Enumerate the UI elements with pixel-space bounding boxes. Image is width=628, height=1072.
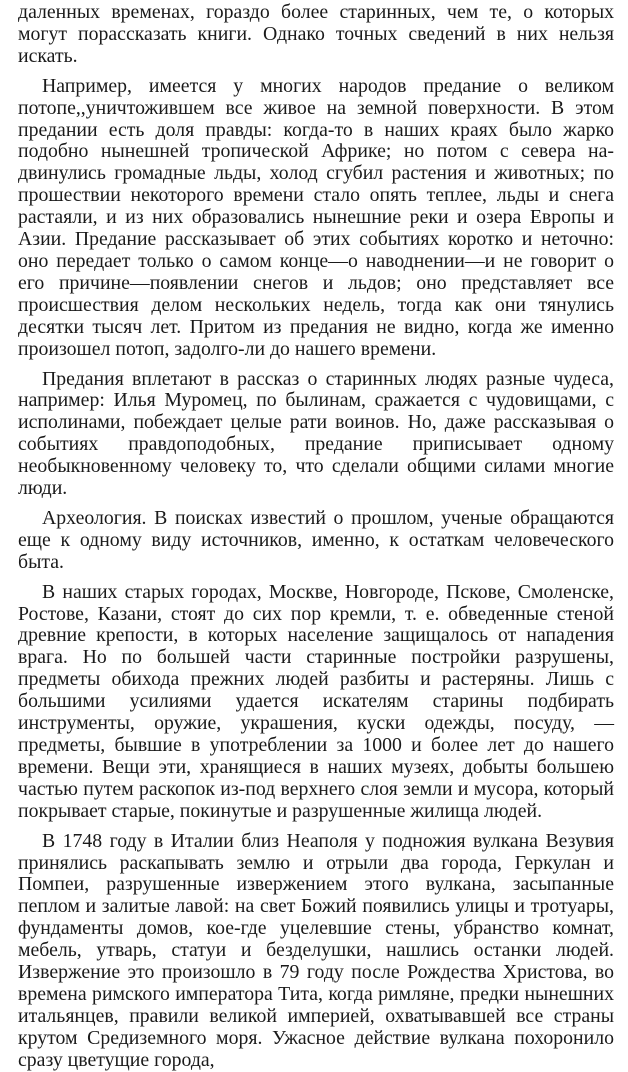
paragraph-vesuvius: В 1748 году в Италии близ Неаполя у подножия вулкана Везувия принялись раскапывать землю и отрыли два города, Геркулан и Помпеи, разрушенные извержением этого вулкана, засыпанные пеплом и залитые лавой: на свет Божий появились улицы и тротуары, фундаменты домов, кое-где уцелевшие стены, убранство комнат, мебель, утварь, статуи и безделушки, нашлись останки людей. Извержение это произошло в 79 году после Рождества Христова, во времена римского императора Тита, когда римляне, предки нынешних итальянцев, правили великой империей, охватывавшей все страны крутом Средиземного моря. Ужасное действие вулкана похоронило сразу цветущие города, — [18, 829, 614, 1071]
paragraph-old-cities: В наших старых городах, Москве, Новгороде, Пскове, Смоленске, Ростове, Казани, стоят до сих пор кремли, т. е. обведенные стеной древние крепости, в которых население защищалось от нападения врага. Но по большей части старинные постройки разрушены, предметы обихода прежних людей разбиты и растеряны. Лишь с большими усилиями удается искателям старины подбирать инструменты, оружие, украшения, куски одежды, посуду, — предметы, бывшие в употреблении за 1000 и более лет до нашего времени. Вещи эти, хранящиеся в наших музеях, добыты большею частью путем раскопок из-под верхнего слоя земли и мусора, который покрывает старые, покинутые и разрушенные жилища людей. — [18, 580, 614, 822]
paragraph-archaeology: Археология. В поисках известий о прошлом, ученые обращаются еще к одному виду источников, именно, к остаткам человеческого быта. — [18, 506, 614, 573]
paragraph-legend-miracles: Предания вплетают в рассказ о старинных людях разные чудеса, например: Илья Муромец, по былинам, сражается с чудовищами, с исполинами, побеждает целые рати воинов. Но, даже рассказывая о событиях правдоподобных, предание приписывает одному необыкновенному человеку то, что сделали общими силами многие люди. — [18, 367, 614, 500]
paragraph-flood-legend: Например, имеется у многих народов предание о великом потопе,,уничтожившем все живое на земной поверхности. В этом предании есть доля правды: когда-то в наших краях было жарко подобно нынешней тропической Африке; но потом с севера надвинулись громадные льды, холод сгубил растения и животных; по прошествии некоторого времени стало опять теплее, льды и снега растаяли, и из них образовались нынешние реки и озера Европы и Азии. Предание рассказывает об этих событиях коротко и неточно: оно передает только о самом конце—о наводнении—и не говорит о его причине—появлении снегов и льдов; оно представляет все происшествия делом нескольких недель, тогда как они тянулись десятки тысяч лет. Притом из предания не видно, когда же именно произошел потоп, задолго-ли до нашего времени. — [18, 74, 614, 360]
paragraph-continuation: даленных временах, гораздо более старинных, чем те, о которых могут порассказать книги. Однако точных сведений в них нельзя искать. — [18, 1, 614, 67]
